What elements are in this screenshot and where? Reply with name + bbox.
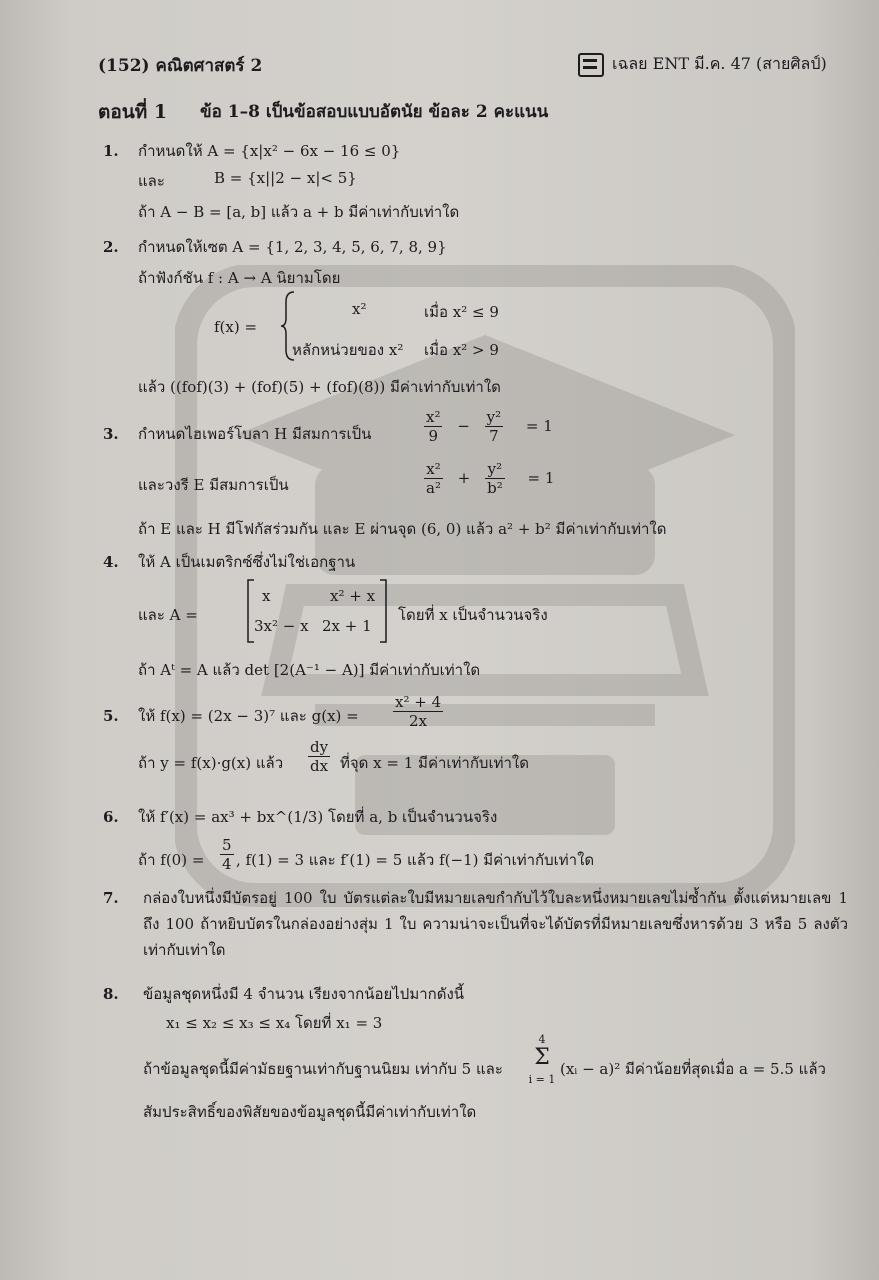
q2-line1: กำหนดให้เซต A = {1, 2, 3, 4, 5, 6, 7, 8, 9} <box>138 238 447 256</box>
minus-sign: − <box>457 416 470 435</box>
sigma-symbol: Σ <box>534 1045 550 1070</box>
equals-one: = 1 <box>527 468 555 487</box>
q5-line2b: ที่จุด x = 1 มีค่าเท่ากับเท่าใด <box>340 754 529 772</box>
frac-num: x² <box>424 460 443 479</box>
q8-line3a: ถ้าข้อมูลชุดนี้มีค่ามัธยฐานเท่ากับฐานนิยม เท่ากับ 5 และ <box>143 1060 503 1078</box>
page-header-left: (152) คณิตศาสตร์ 2 <box>98 56 263 76</box>
q2-line2: ถ้าฟังก์ชัน f : A → A นิยามโดย <box>138 269 341 287</box>
frac-den: 7 <box>489 427 499 445</box>
sum-upper-limit: 4 <box>538 1033 546 1046</box>
q4-line3: ถ้า Aᵗ = A แล้ว det [2(A⁻¹ − A)] มีค่าเท่ากับเท่าใด <box>138 661 481 679</box>
frac-num: y² <box>486 408 502 426</box>
q1-line2-and: และ <box>138 172 165 190</box>
q5-line2a: ถ้า y = f(x)·g(x) แล้ว <box>138 754 284 772</box>
q6-fraction <box>220 836 234 873</box>
sum-lower-limit: i = 1 <box>528 1073 556 1086</box>
q8-line2: x₁ ≤ x₂ ≤ x₃ ≤ x₄ โดยที่ x₁ = 3 <box>166 1014 383 1032</box>
q8-line4: สัมประสิทธิ์ของพิสัยของข้อมูลชุดนี้มีค่าเท่ากับเท่าใด <box>143 1103 477 1121</box>
q8-line1: ข้อมูลชุดหนึ่งมี 4 จำนวน เรียงจากน้อยไปมากดังนี้ <box>143 985 465 1003</box>
q2-case1-cond: เมื่อ x² ≤ 9 <box>424 303 499 321</box>
question-number: 6. <box>103 808 119 826</box>
q3-line1: กำหนดไฮเพอร์โบลา H มีสมการเป็น <box>138 425 372 443</box>
q3-line3: ถ้า E และ H มีโฟกัสร่วมกัน และ E ผ่านจุด (6, 0) แล้ว a² + b² มีค่าเท่ากับเท่าใด <box>138 520 667 538</box>
q2-line3: แล้ว ((fof)(3) + (fof)(5) + (fof)(8)) มีค่าเท่ากับเท่าใด <box>138 378 501 396</box>
frac-den: 9 <box>428 427 439 445</box>
q7-text: กล่องใบหนึ่งมีบัตรอยู่ 100 ใบ บัตรแต่ละใบมีหมายเลขกำกับไว้ใบละหนึ่งหมายเลขไม่ซ้ำกัน ตั้งแต่หมายเลข 1 ถึง 100 ถ้าหยิบบัตรในกล่องอย่างสุ่ม 1 ใบ ความน่าจะเป็นที่จะได้บัตรที่มีหมายเลขซึ่งหารด้วย 3 หรือ 5 ลงตัวเท่ากับเท่าใด <box>143 889 848 959</box>
frac-den: dx <box>310 757 329 775</box>
section-subtitle: ข้อ 1–8 เป็นข้อสอบแบบอัตนัย ข้อละ 2 คะแนน <box>200 102 549 122</box>
question-number: 4. <box>103 553 119 571</box>
q8-line3b: (xᵢ − a)² มีค่าน้อยที่สุดเมื่อ a = 5.5 แล้ว <box>560 1060 826 1078</box>
q5-line1: ให้ f(x) = (2x − 3)⁷ และ g(x) = <box>138 707 359 725</box>
question-number: 8. <box>103 985 119 1003</box>
question-number: 1. <box>103 142 119 160</box>
q3-line2: และวงรี E มีสมการเป็น <box>138 476 289 494</box>
q4-line1: ให้ A เป็นเมตริกซ์ซึ่งไม่ใช่เอกฐาน <box>138 553 356 571</box>
frac-num: x² + 4 <box>395 693 442 711</box>
plus-sign: + <box>457 468 471 487</box>
q1-line1: กำหนดให้ A = {x|x² − 6x − 16 ≤ 0} <box>138 142 401 160</box>
q4-matrix-lhs: และ A = <box>138 606 198 624</box>
page-header-right: เฉลย ENT มี.ค. 47 (สายศิลป์) <box>612 54 827 73</box>
frac-den: a² <box>426 479 441 497</box>
q6-line2a: ถ้า f(0) = <box>138 851 205 869</box>
equals-one: = 1 <box>525 416 553 435</box>
q2-fx: f(x) = <box>214 318 258 336</box>
frac-num: x² <box>426 408 441 426</box>
q5-derivative <box>308 738 330 775</box>
question-number: 5. <box>103 707 119 725</box>
q1-line2-set: B = {x||2 − x|< 5} <box>214 169 357 187</box>
question-number: 3. <box>103 425 119 443</box>
frac-den: 4 <box>222 855 232 873</box>
section-title: ตอนที่ 1 <box>98 101 168 123</box>
q2-case1-expr: x² <box>352 300 367 318</box>
q1-line3: ถ้า A − B = [a, b] แล้ว a + b มีค่าเท่ากับเท่าใด <box>138 203 460 221</box>
question-number: 2. <box>103 238 119 256</box>
q5-g-fraction <box>393 693 443 730</box>
q2-case2-cond: เมื่อ x² > 9 <box>424 341 499 359</box>
frac-den: b² <box>487 479 503 497</box>
frac-num: 5 <box>222 836 232 854</box>
book-icon <box>578 53 604 77</box>
q2-case2-expr: หลักหน่วยของ x² <box>292 341 404 359</box>
frac-den: 2x <box>409 712 428 730</box>
q6-line2b: , f(1) = 3 และ f′(1) = 5 แล้ว f(−1) มีค่าเท่ากับเท่าใด <box>236 851 595 869</box>
frac-num: dy <box>310 738 329 756</box>
q3-hyperbola-eq <box>424 408 553 445</box>
matrix-cell: 3x² − x <box>254 617 309 635</box>
question-number: 7. <box>103 889 119 907</box>
q4-matrix-rhs: โดยที่ x เป็นจำนวนจริง <box>398 606 548 624</box>
matrix-cell: x <box>262 587 271 605</box>
q3-ellipse-eq <box>424 460 554 497</box>
q6-line1: ให้ f′(x) = ax³ + bx^(1/3) โดยที่ a, b เป็นจำนวนจริง <box>138 808 498 826</box>
frac-num: y² <box>485 460 505 479</box>
matrix-cell: x² + x <box>330 587 376 605</box>
matrix-cell: 2x + 1 <box>322 617 372 635</box>
